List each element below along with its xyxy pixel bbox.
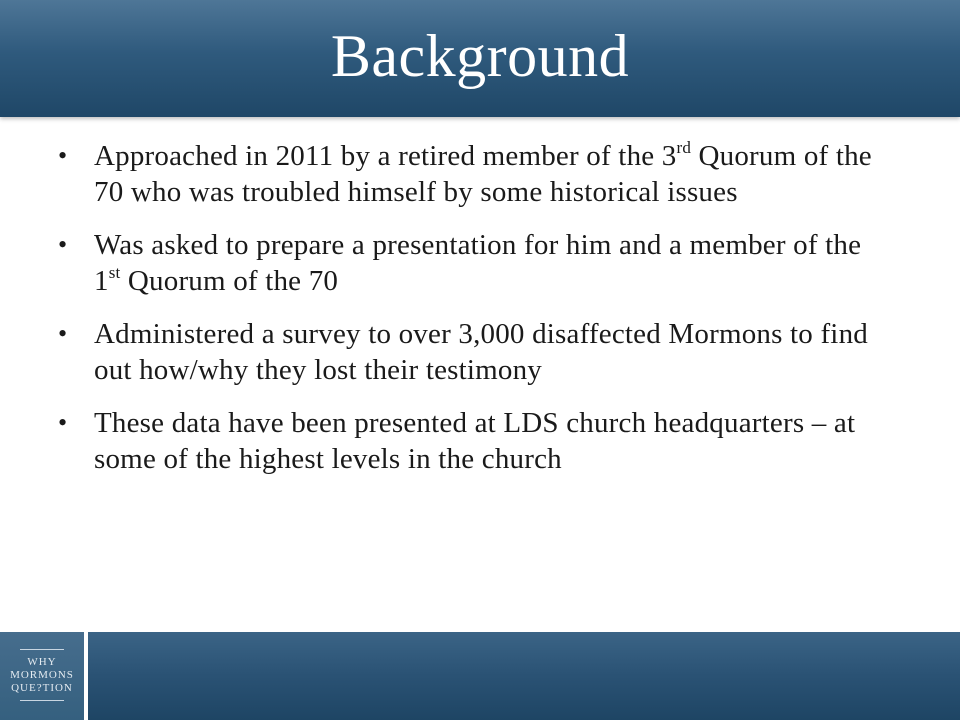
footer-bar: [0, 632, 960, 720]
bullet-text: Quorum of the 70 who was troubled himself by some historical issues: [94, 140, 872, 208]
why-mormons-question-logo: [0, 632, 88, 720]
logo-divider: [20, 649, 64, 650]
slide-title: Background: [330, 23, 630, 89]
ordinal-suffix: rd: [676, 138, 692, 157]
bullet-text: Was asked to prepare a presentation for him and a member of the 1: [94, 229, 862, 297]
bullet-icon: •: [58, 319, 68, 348]
bullet-text: Administered a survey to over 3,000 disaffected Mormons to find out how/why they lost their testimony: [94, 318, 868, 386]
bullet-text: Approached in 2011 by a retired member of the 3: [94, 140, 677, 172]
bullet-text: These data have been presented at LDS church headquarters – at some of the highest levels in the church: [94, 407, 856, 475]
bullet-item: [58, 316, 888, 388]
bullet-list: [58, 138, 888, 494]
bullet-icon: •: [58, 141, 68, 170]
ordinal-suffix: st: [108, 263, 121, 282]
logo-divider: [20, 700, 64, 701]
bullet-icon: •: [58, 230, 68, 259]
bullet-item: [58, 138, 888, 210]
logo-line-1: WHY: [27, 656, 57, 668]
bullet-item: [58, 227, 888, 299]
bullet-text: Quorum of the 70: [120, 265, 339, 297]
title-bar: [0, 0, 960, 117]
logo-line-3: QUE?TION: [11, 682, 73, 694]
bullet-icon: •: [58, 408, 68, 437]
bullet-item: [58, 405, 888, 477]
logo-line-2: MORMONS: [10, 669, 74, 681]
